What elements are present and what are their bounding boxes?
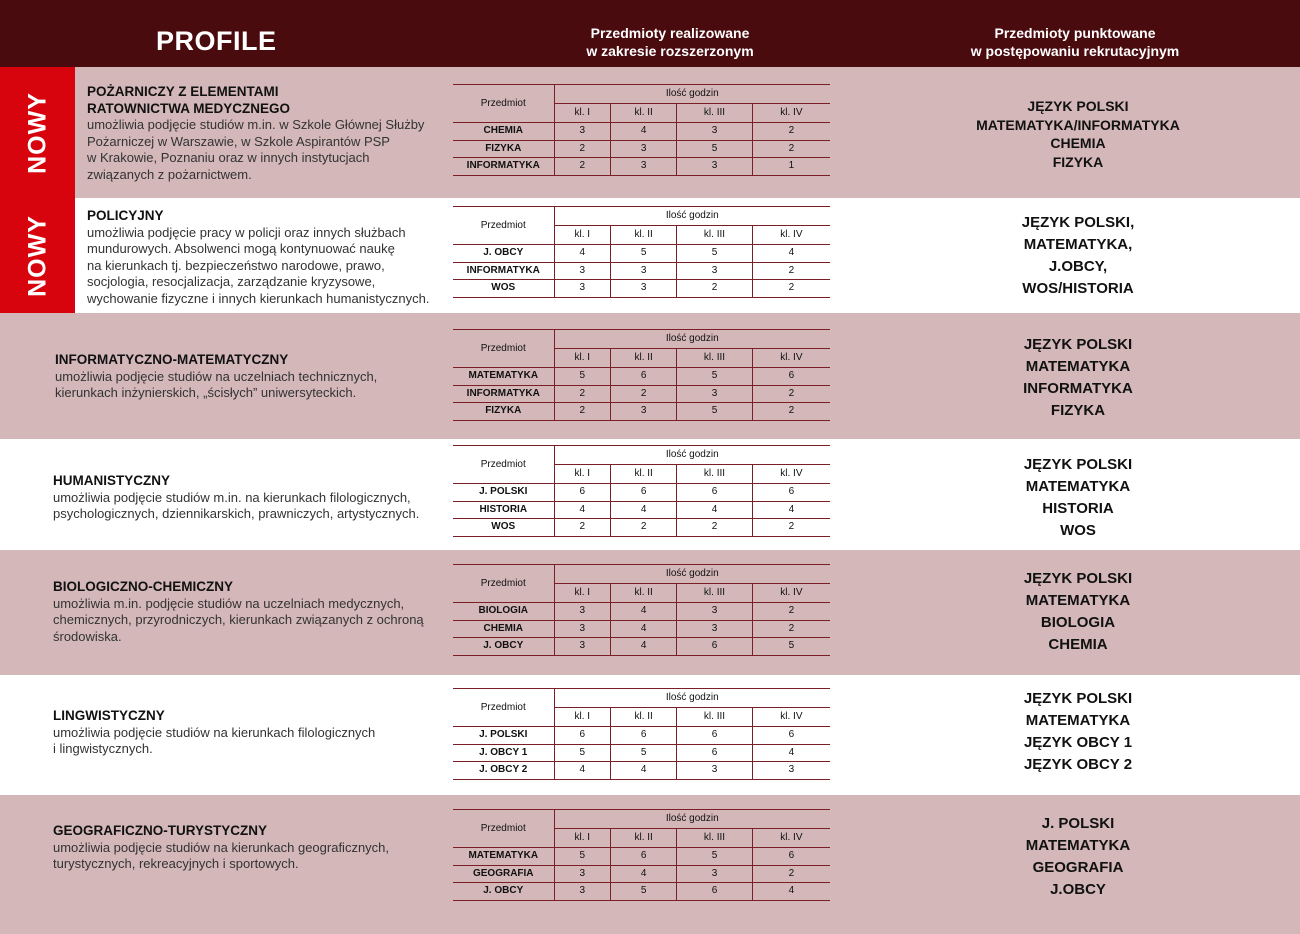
table-row: HISTORIA 4 4 4 4	[453, 501, 830, 519]
table-row: J. OBCY 2 4 4 3 3	[453, 762, 830, 780]
profile-description: BIOLOGICZNO-CHEMICZNY umożliwia m.in. podjęcie studiów na uczelniach medycznych, chemicznych, przyrodniczych, kierunkach związanych z ochroną środowiska.	[53, 579, 424, 644]
profile-description: POLICYJNY umożliwia podjęcie pracy w policji oraz innych służbach mundurowych. Absolwenci mogą kontynuować naukę na kierunkach tj. bezpieczeństwo narodowe, prawo, socjologia, resocjalizacja, zarządzanie kryzysowe, wychowanie fizyczne i innych kierunkach humanistycznych.	[87, 208, 430, 306]
table-row: BIOLOGIA 3 4 3 2	[453, 603, 830, 621]
subject-hours-table: Przedmiot Ilość godzin kl. I kl. II kl. III kl. IV MATEMATYKA 5 6 5 6 GEOGRAFIA 3 4 3 2 J. OBCY 3 5 6 4	[453, 809, 830, 901]
subject-hours-table: Przedmiot Ilość godzin kl. I kl. II kl. III kl. IV J. OBCY 4 5 5 4 INFORMATYKA 3 3 3 2 WOS 3 3 2 2	[453, 206, 830, 298]
table-row: FIZYKA 2 3 5 2	[453, 403, 830, 421]
scored-subjects: JĘZYK POLSKI MATEMATYKA BIOLOGIA CHEMIA	[1023, 570, 1133, 653]
table-row: CHEMIA 3 4 3 2	[453, 620, 830, 638]
table-row: J. OBCY 3 5 6 4	[453, 883, 830, 901]
table-row: MATEMATYKA 5 6 5 6	[453, 848, 830, 866]
table-row: WOS 2 2 2 2	[453, 519, 830, 537]
profile-name: LINGWISTYCZNY	[53, 708, 165, 723]
column-header-extended-subjects: Przedmioty realizowane w zakresie rozszerzonym	[586, 25, 754, 59]
scored-subjects: J. POLSKI MATEMATYKA GEOGRAFIA J.OBCY	[1025, 815, 1131, 898]
profile-description: HUMANISTYCZNY umożliwia podjęcie studiów m.in. na kierunkach filologicznych, psychologicznych, dziennikarskich, prawniczych, artystycznych.	[53, 473, 420, 521]
subject-hours-table: Przedmiot Ilość godzin kl. I kl. II kl. III kl. IV J. POLSKI 6 6 6 6 J. OBCY 1 5 5 6 4 J. OBCY 2 4 4 3 3	[453, 688, 830, 780]
table-row: J. OBCY 4 5 5 4	[453, 245, 830, 263]
table-row: INFORMATYKA 2 2 3 2	[453, 385, 830, 403]
table-row: J. POLSKI 6 6 6 6	[453, 727, 830, 745]
scored-subjects: JĘZYK POLSKI MATEMATYKA INFORMATYKA FIZYKA	[1023, 336, 1133, 419]
table-row: INFORMATYKA 3 3 3 2	[453, 262, 830, 280]
scored-subjects: JĘZYK POLSKI MATEMATYKA HISTORIA WOS	[1023, 456, 1133, 539]
profile-name: POŻARNICZY Z ELEMENTAMI RATOWNICTWA MEDYCZNEGO	[87, 84, 290, 116]
profile-description: POŻARNICZY Z ELEMENTAMI RATOWNICTWA MEDYCZNEGO umożliwia podjęcie studiów m.in. w Szkole Głównej Służby Pożarniczej w Warszawie, w Szkole Aspirantów PSP w Krakowie, Poznaniu oraz w innych instytucjach związanych z pożarnictwem.	[87, 84, 425, 182]
profile-name: GEOGRAFICZNO-TURYSTYCZNY	[53, 823, 267, 838]
profile-description: INFORMATYCZNO-MATEMATYCZNY umożliwia podjęcie studiów na uczelniach technicznych, kierunkach inżynierskich, „ścisłych” uniwersyteckich.	[55, 352, 378, 400]
page-title: PROFILE	[156, 26, 277, 56]
profile-description: LINGWISTYCZNY umożliwia podjęcie studiów na kierunkach filologicznych i lingwistycznych.	[53, 708, 376, 756]
table-row: CHEMIA 3 4 3 2	[453, 123, 830, 141]
new-badge: NOWY	[0, 67, 75, 198]
table-row: J. OBCY 1 5 5 6 4	[453, 744, 830, 762]
profile-description: GEOGRAFICZNO-TURYSTYCZNY umożliwia podjęcie studiów na kierunkach geograficznych, turystycznych, rekreacyjnych i sportowych.	[53, 823, 390, 871]
subject-hours-table: Przedmiot Ilość godzin kl. I kl. II kl. III kl. IV MATEMATYKA 5 6 5 6 INFORMATYKA 2 2 3 2 FIZYKA 2 3 5 2	[453, 329, 830, 421]
table-row: GEOGRAFIA 3 4 3 2	[453, 865, 830, 883]
scored-subjects: JĘZYK POLSKI MATEMATYKA/INFORMATYKA CHEMIA FIZYKA	[976, 98, 1180, 170]
table-row: MATEMATYKA 5 6 5 6	[453, 368, 830, 386]
profile-name: HUMANISTYCZNY	[53, 473, 170, 488]
profile-name: BIOLOGICZNO-CHEMICZNY	[53, 579, 233, 594]
table-row: FIZYKA 2 3 5 2	[453, 140, 830, 158]
scored-subjects: JĘZYK POLSKI MATEMATYKA JĘZYK OBCY 1 JĘZYK OBCY 2	[1023, 690, 1133, 773]
table-row: J. OBCY 3 4 6 5	[453, 638, 830, 656]
subject-hours-table: Przedmiot Ilość godzin kl. I kl. II kl. III kl. IV CHEMIA 3 4 3 2 FIZYKA 2 3 5 2 INFORMATYKA 2 3 3 1	[453, 84, 830, 176]
profile-name: POLICYJNY	[87, 208, 164, 223]
table-row: WOS 3 3 2 2	[453, 280, 830, 298]
column-header-scored-subjects: Przedmioty punktowane w postępowaniu rekrutacyjnym	[970, 25, 1180, 59]
scored-subjects: JĘZYK POLSKI, MATEMATYKA, J.OBCY, WOS/HISTORIA	[1021, 214, 1135, 297]
profile-name: INFORMATYCZNO-MATEMATYCZNY	[55, 352, 289, 367]
page-header	[0, 0, 1300, 67]
table-row: J. POLSKI 6 6 6 6	[453, 484, 830, 502]
table-row: INFORMATYKA 2 3 3 1	[453, 158, 830, 176]
subject-hours-table: Przedmiot Ilość godzin kl. I kl. II kl. III kl. IV BIOLOGIA 3 4 3 2 CHEMIA 3 4 3 2 J. OBCY 3 4 6 5	[453, 564, 830, 656]
new-badge: NOWY	[0, 198, 75, 313]
subject-hours-table: Przedmiot Ilość godzin kl. I kl. II kl. III kl. IV J. POLSKI 6 6 6 6 HISTORIA 4 4 4 4 WOS 2 2 2 2	[453, 445, 830, 537]
